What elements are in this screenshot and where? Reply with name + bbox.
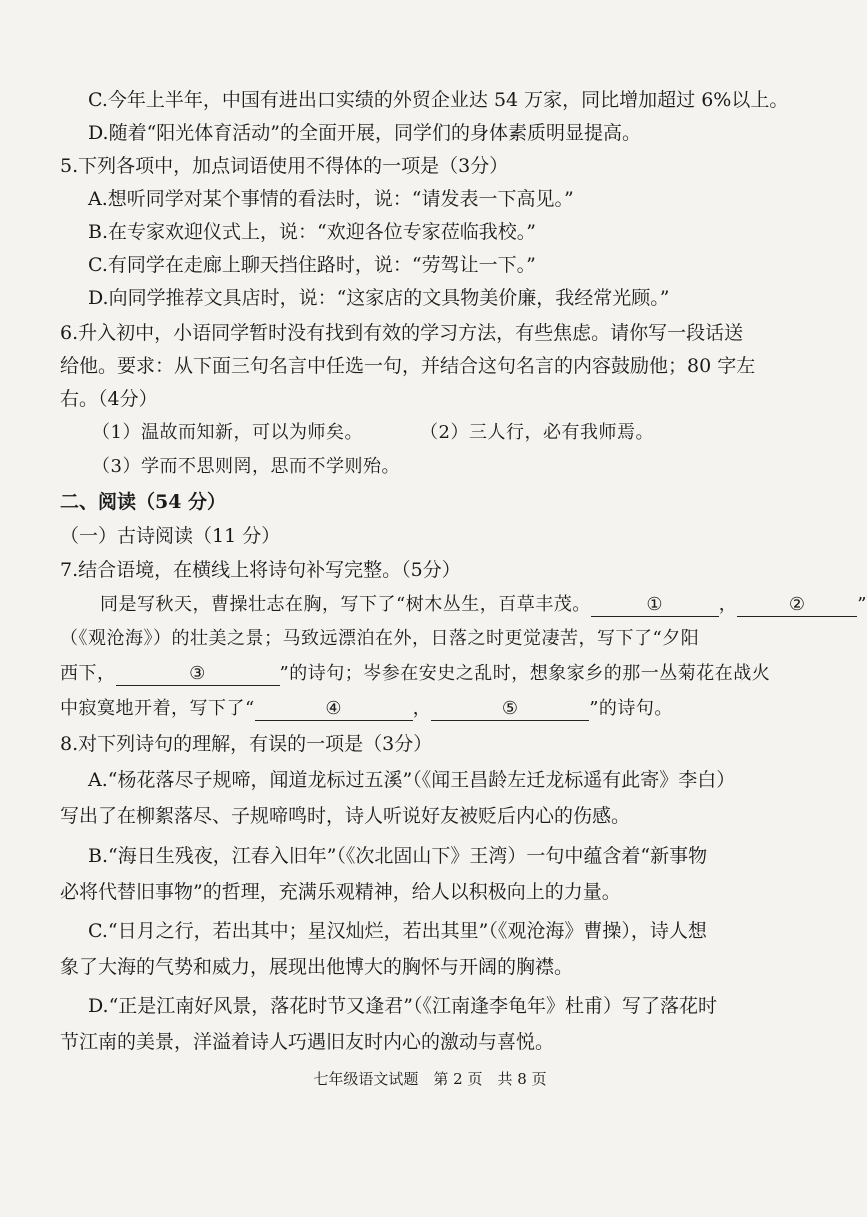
- blank-3[interactable]: ③: [116, 663, 280, 686]
- q7-para-line2: （《观沧海》）的壮美之景；马致远漂泊在外，日落之时更觉凄苦，写下了“夕阳: [60, 628, 700, 649]
- q8-option-a-line1: A.“杨花落尽子规啼，闻道龙标过五溪”（《闻王昌龄左迁龙标遥有此寄》李白）: [88, 769, 736, 791]
- q7-text: ”的诗句；岑参在安史之乱时，想象家乡的那一丛菊花在战火: [279, 663, 771, 684]
- section2-title: 二、阅读（54 分）: [60, 491, 227, 513]
- q7-text: ”的诗句。: [589, 698, 673, 719]
- q6-stem-line3: 右。（4分）: [60, 388, 158, 410]
- q7-para-line4: [60, 695, 673, 723]
- q6-stem-line1: 6.升入初中，小语同学暂时没有找到有效的学习方法，有些焦虑。请你写一段话送: [60, 322, 744, 344]
- q8-option-c-line1: C.“日月之行，若出其中；星汉灿烂，若出其里”（《观沧海》曹操），诗人想: [88, 920, 707, 942]
- q7-comma: ，: [412, 698, 432, 719]
- q6-quote-1: （1）温故而知新，可以为师矣。: [92, 422, 363, 443]
- q8-option-d-line1: D.“正是江南好风景，落花时节又逢君”（《江南逢李龟年》杜甫）写了落花时: [88, 995, 718, 1017]
- q7-comma: ，: [718, 594, 738, 615]
- q4-option-c: C.今年上半年，中国有进出口实绩的外贸企业达 54 万家，同比增加超过 6%以上。: [88, 89, 789, 111]
- q7-para-line1: [100, 591, 867, 619]
- q7-text: 西下，: [60, 663, 116, 684]
- q5-option-d: D.向同学推荐文具店时，说：“这家店的文具物美价廉，我经常光顾。”: [88, 287, 670, 309]
- q5-option-b: B.在专家欢迎仪式上，说：“欢迎各位专家莅临我校。”: [88, 221, 536, 243]
- q8-option-b-line2: 必将代替旧事物”的哲理，充满乐观精神，给人以积极向上的力量。: [60, 881, 621, 903]
- q5-stem: 5.下列各项中，加点词语使用不得体的一项是（3分）: [60, 155, 509, 177]
- q6-quote-3: （3）学而不思则罔，思而不学则殆。: [92, 456, 400, 477]
- q6-stem-line2: 给他。要求：从下面三句名言中任选一句，并结合这句名言的内容鼓励他；80 字左: [60, 355, 756, 377]
- q8-option-a-line2: 写出了在柳絮落尽、子规啼鸣时，诗人听说好友被贬后内心的伤感。: [60, 805, 631, 827]
- q7-stem: 7.结合语境，在横线上将诗句补写完整。（5分）: [60, 559, 461, 581]
- blank-1[interactable]: ①: [591, 594, 719, 617]
- q8-option-b-line1: B.“海日生残夜，江春入旧年”（《次北固山下》王湾）一句中蕴含着“新事物: [88, 845, 708, 867]
- section2-subtitle: （一）古诗阅读（11 分）: [60, 525, 281, 547]
- q5-option-c: C.有同学在走廊上聊天挡住路时，说：“劳驾让一下。”: [88, 254, 536, 276]
- q7-text: 同是写秋天，曹操壮志在胸，写下了“树木丛生，百草丰茂。: [100, 594, 591, 615]
- q8-option-c-line2: 象了大海的气势和威力，展现出他博大的胸怀与开阔的胸襟。: [60, 956, 574, 978]
- page-footer: 七年级语文试题 第 2 页 共 8 页: [313, 1070, 547, 1088]
- q5-option-a: A.想听同学对某个事情的看法时，说：“请发表一下高见。”: [88, 188, 574, 210]
- blank-2[interactable]: ②: [737, 594, 857, 617]
- q7-quote-close: ”: [857, 594, 867, 615]
- q6-quote-2: （2）三人行，必有我师焉。: [420, 422, 654, 443]
- q7-para-line3: [60, 660, 770, 688]
- blank-4[interactable]: ④: [255, 698, 413, 721]
- q8-stem: 8.对下列诗句的理解，有误的一项是（3分）: [60, 733, 433, 755]
- blank-5[interactable]: ⑤: [431, 698, 589, 721]
- q4-option-d: D.随着“阳光体育活动”的全面开展，同学们的身体素质明显提高。: [88, 122, 642, 144]
- q7-text: 中寂寞地开着，写下了“: [60, 698, 255, 719]
- q8-option-d-line2: 节江南的美景，洋溢着诗人巧遇旧友时内心的激动与喜悦。: [60, 1031, 555, 1053]
